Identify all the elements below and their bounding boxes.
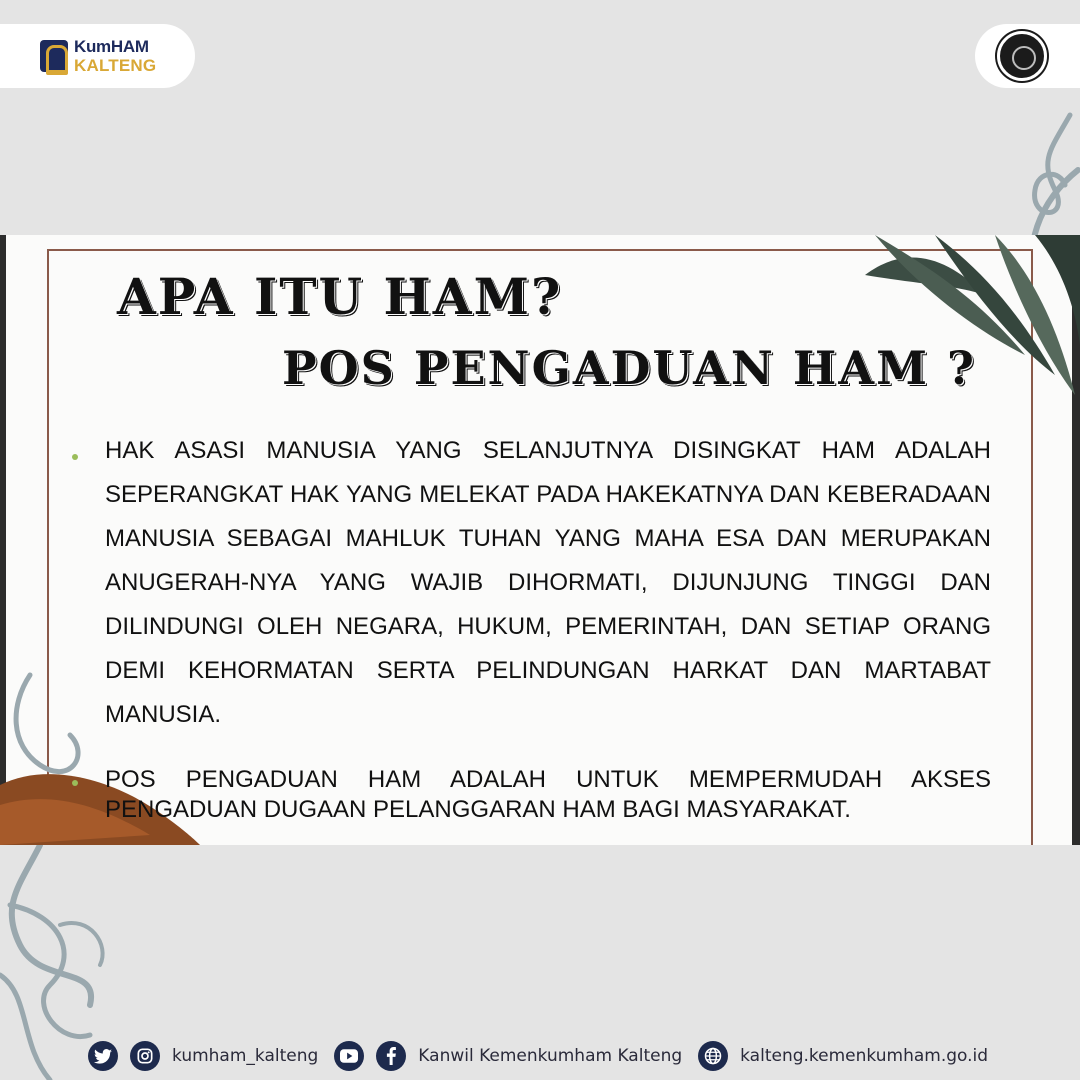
- bullet-dot: [72, 780, 78, 786]
- facebook-page-name[interactable]: Kanwil Kemenkumham Kalteng: [418, 1046, 683, 1066]
- instagram-handle[interactable]: kumham_kalteng: [172, 1046, 319, 1066]
- logo-line2: KALTENG: [74, 56, 157, 75]
- instagram-icon[interactable]: [130, 1041, 160, 1071]
- twitter-icon[interactable]: [88, 1041, 118, 1071]
- facebook-icon[interactable]: [376, 1041, 406, 1071]
- header-seal-pill: [975, 24, 1080, 88]
- website-link[interactable]: kalteng.kemenkumham.go.id: [740, 1046, 989, 1066]
- title-apa-itu-ham: APA ITU HAM?: [117, 267, 563, 326]
- logo-line1: KumHAM: [74, 37, 149, 56]
- kumham-emblem-icon: [40, 40, 68, 72]
- header-logo-pill[interactable]: [0, 24, 195, 88]
- youtube-icon[interactable]: [334, 1041, 364, 1071]
- social-footer: [88, 1040, 1004, 1072]
- paragraph-pos-pengaduan: POS PENGADUAN HAM ADALAH UNTUK MEMPERMUDAH AKSES PENGADUAN DUGAAN PELANGGARAN HAM BAGI MASYARAKAT.: [105, 766, 991, 823]
- ministry-seal-icon: [997, 31, 1047, 81]
- paragraph-ham-definition: HAK ASASI MANUSIA YANG SELANJUTNYA DISINGKAT HAM ADALAH SEPERANGKAT HAK YANG MELEKAT PADA HAKEKATNYA DAN KEBERADAAN MANUSIA SEBAGAI MAHLUK TUHAN YANG MAHA ESA DAN MERUPAKAN ANUGERAH-NYA YANG WAJIB DIHORMATI, DIJUNJUNG TINGGI DAN DILINDUNGI OLEH NEGARA, HUKUM, PEMERINTAH, DAN SETIAP ORANG DEMI KEHORMATAN SERTA PELINDUNGAN HARKAT DAN MARTABAT MANUSIA.: [105, 437, 991, 728]
- slide: [0, 235, 1080, 845]
- bullet-dot: [72, 454, 78, 460]
- swirl-decoration-icon: [0, 665, 100, 845]
- globe-icon[interactable]: [698, 1041, 728, 1071]
- title-pos-pengaduan-ham: POS PENGADUAN HAM ?: [282, 341, 976, 395]
- logo-text: [74, 38, 156, 74]
